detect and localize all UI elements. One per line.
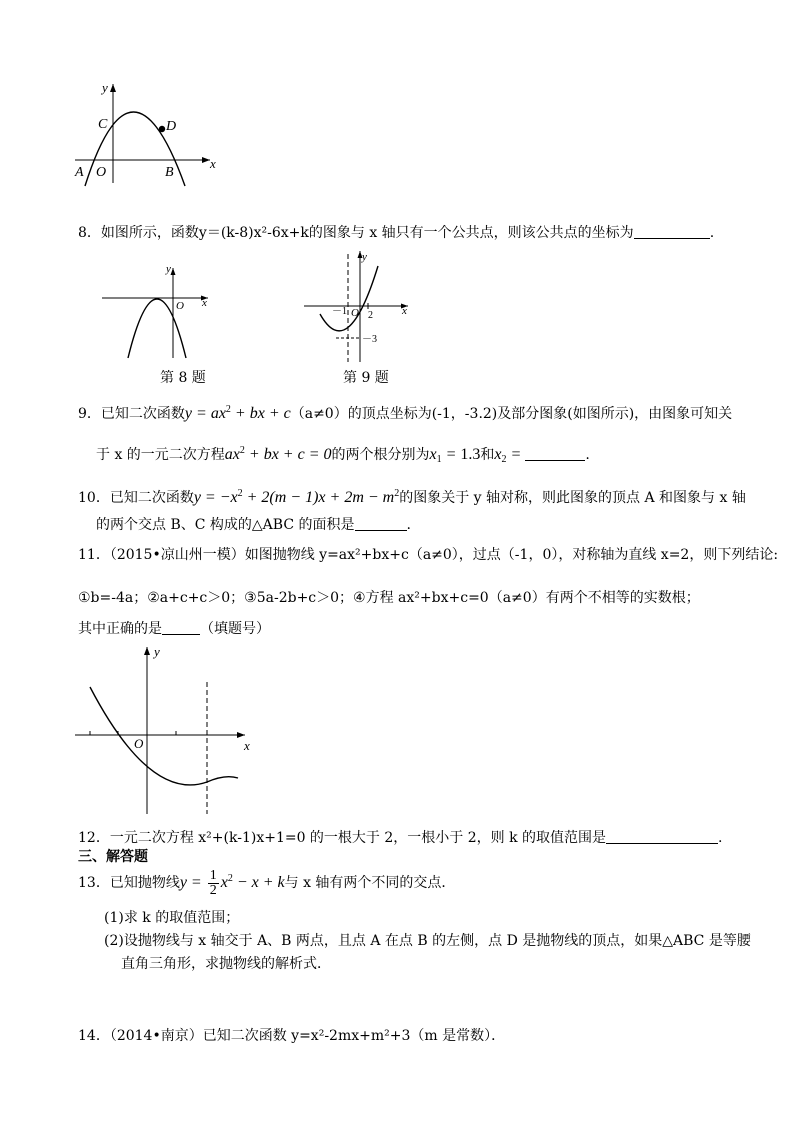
q9-equation-formula: $ax^2$ + bx + c = 0	[224, 445, 332, 463]
q9-number: 9．	[78, 406, 101, 422]
q11-number: 11．	[78, 547, 110, 563]
question-10-line1	[78, 485, 746, 507]
q13-frac-num: 1	[209, 868, 217, 883]
q9-line2-c: 和	[480, 447, 495, 463]
q14-source: （2014•南京）	[109, 1028, 203, 1044]
q11-line3-a: 其中正确的是	[78, 621, 162, 637]
fig8-y-label: y	[166, 263, 171, 275]
q9-x1-formula: $x_1$ =	[429, 446, 461, 465]
q12-answer-blank[interactable]	[606, 829, 718, 844]
q13-text-b: 与 x 轴有两个不同的交点．	[284, 875, 456, 892]
fig-top-o-label: O	[96, 165, 107, 180]
q13-part1: (1)求 k 的取值范围；	[104, 910, 240, 926]
fig9-caption: 第 9 题	[343, 370, 389, 386]
fig9-x-label: x	[402, 305, 407, 317]
q10-end: .	[406, 517, 411, 533]
q13-frac-den: 2	[209, 883, 217, 898]
question-9-line1	[78, 401, 732, 423]
q11-source: （2015•凉山州一模）	[109, 547, 245, 563]
question-13-line1	[78, 869, 455, 898]
q10-answer-blank[interactable]	[355, 516, 407, 531]
figure-q11	[70, 642, 260, 817]
q8-function: y＝(k-8)x²-6x+k	[198, 225, 309, 241]
q8-answer-blank[interactable]	[634, 224, 710, 239]
question-9-line2	[96, 442, 590, 469]
question-14	[78, 1027, 505, 1045]
fig-top-y-label: y	[102, 80, 108, 95]
q11-line2: ①b=-4a；②a+c+c＞0；③5a-2b+c＞0；④方程 ax²+bx+c=0（a≠0）有两个不相等的实数根；	[78, 590, 700, 606]
q12-end: .	[718, 830, 723, 846]
q12-number: 12．	[78, 830, 110, 846]
q9-x2-formula: $x_2$ =	[494, 446, 526, 465]
q9-answer-blank[interactable]	[525, 446, 585, 461]
figure-q8	[100, 258, 215, 363]
fig-top-x-label: x	[210, 156, 216, 171]
q13-function-formula: y = $\frac{1}{2}$ $x^2 - x + k$	[179, 868, 285, 898]
q14-text: 已知二次函数 y=x²-2mx+m²+3（m 是常数）．	[202, 1028, 506, 1044]
q8-end: .	[709, 225, 715, 241]
fig8-caption: 第 8 题	[160, 370, 206, 386]
q11-text-a: 如图抛物线 y=ax²+bx+c（a≠0），过点（-1，0），对称轴为直线 x=2，则下列结论:	[244, 547, 779, 563]
fig9-two-label: 2	[368, 310, 373, 321]
q12-text: 一元二次方程 x²+(k-1)x+1=0 的一根大于 2，一根小于 2，则 k 的取值范围是	[109, 830, 607, 846]
q14-number: 14．	[78, 1028, 110, 1044]
fig-top-c-label: C	[98, 117, 108, 132]
question-11-line1	[78, 546, 778, 564]
q9-end: .	[585, 447, 590, 463]
q11-answer-blank[interactable]	[162, 620, 200, 635]
question-10-line2	[96, 516, 411, 534]
q8-text-b: 的图象与 x 轴只有一个公共点，则该公共点的坐标为	[308, 225, 634, 241]
q13-part2-line1: (2)设抛物线与 x 轴交于 A、B 两点，且点 A 在点 B 的左侧，点 D 是抛物线的顶点，如果△ABC 是等腰	[104, 933, 751, 949]
q9-function-formula: $y = ax^2$ + bx + c	[184, 404, 291, 422]
q9-line2-b: 的两个根分别为	[331, 447, 430, 463]
q10-text-a: 已知二次函数	[109, 490, 194, 506]
q10-line2: 的两个交点 B、C 构成的△ABC 的面积是	[96, 517, 355, 533]
section-title: 三、解答题	[78, 849, 148, 865]
q10-number: 10．	[78, 490, 110, 506]
q9-text-b: （a≠0）的顶点坐标为(-1，-3.2)及部分图象(如图所示)，由图象可知关	[290, 406, 733, 422]
fig11-x-label: x	[244, 738, 250, 753]
q13-number: 13．	[78, 875, 110, 892]
q13-fraction	[208, 869, 219, 898]
fig-top-a-label: A	[75, 165, 84, 180]
fig11-o-label: O	[134, 736, 144, 751]
question-11-line2	[78, 589, 700, 607]
q9-line2-a: 于 x 的一元二次方程	[96, 447, 225, 463]
fig-top-b-label: B	[165, 165, 174, 180]
fig9-neg1-label: －1	[332, 306, 347, 317]
q10-function-formula: $y = -x^2 + 2(m - 1)x + 2m - m^2$	[193, 488, 400, 506]
fig9-neg3-label: －3	[362, 334, 377, 345]
fig8-o-label: O	[176, 300, 184, 312]
q8-number: 8．	[78, 225, 101, 241]
fig8-x-label: x	[202, 297, 207, 309]
question-8	[78, 224, 714, 242]
question-11-line3	[78, 620, 270, 638]
q9-text-a: 已知二次函数	[100, 406, 185, 422]
figure-q9	[302, 246, 417, 366]
fig9-o-label: O	[351, 307, 359, 319]
q8-text-a: 如图所示，函数	[100, 225, 199, 241]
question-12	[78, 829, 723, 847]
q10-text-b: 的图象关于 y 轴对称，则此图象的顶点 A 和图象与 x 轴	[399, 490, 746, 506]
figure-parabola-top	[70, 78, 220, 188]
q13-text-a: 已知抛物线	[109, 875, 180, 892]
q9-x1-value: 1.3	[460, 446, 481, 463]
fig11-y-label: y	[154, 644, 160, 659]
fig-top-d-label: D	[166, 119, 177, 134]
q13-part2-line2: 直角三角形，求抛物线的解析式．	[121, 956, 331, 972]
q11-line3-b: （填题号）	[200, 621, 270, 637]
fig9-y-label: y	[362, 251, 367, 263]
